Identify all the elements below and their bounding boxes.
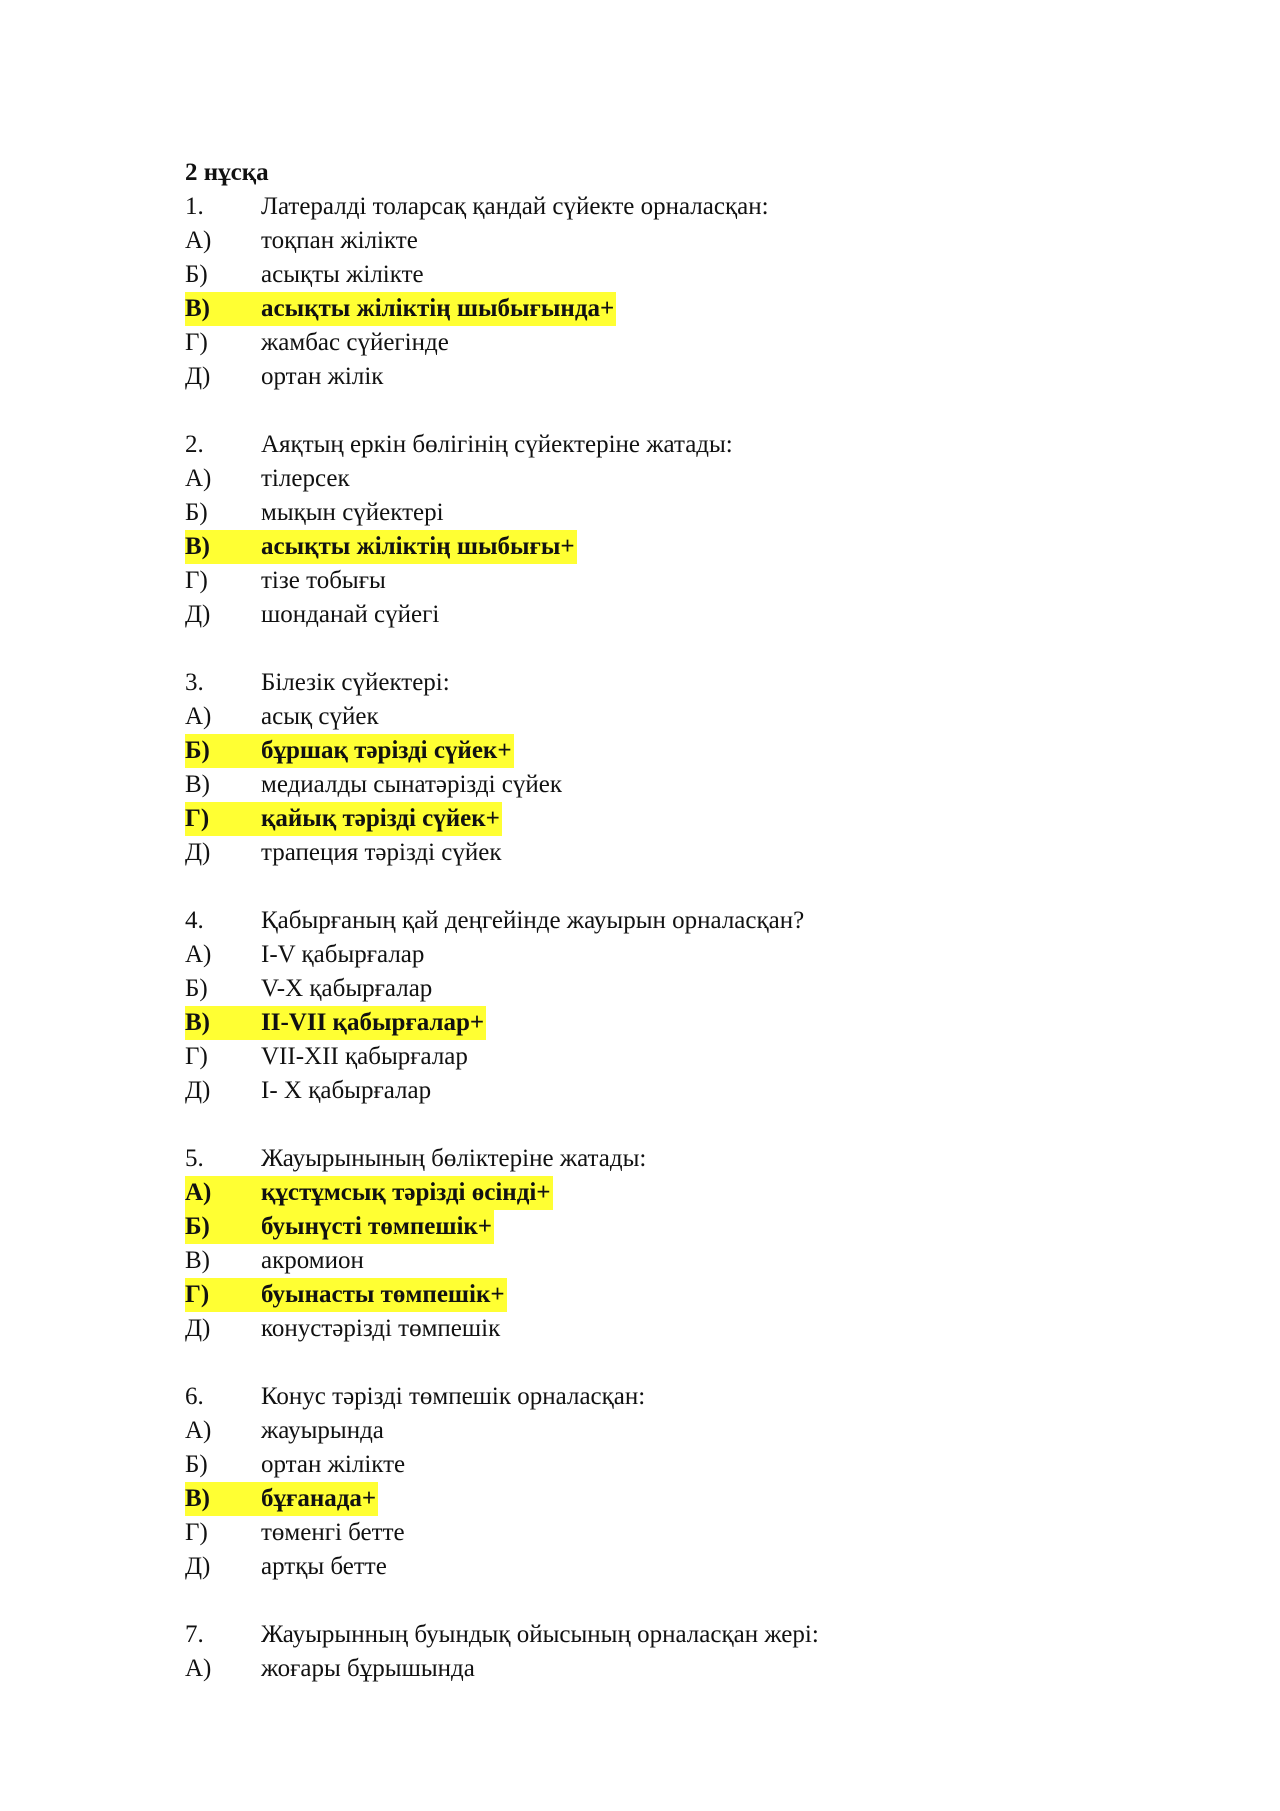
option-text: мықын сүйектері <box>261 499 444 526</box>
correct-answer-highlight <box>185 530 577 564</box>
option-item <box>185 292 1185 326</box>
question-text: Конус тәрізді төмпешік орналасқан: <box>261 1383 646 1410</box>
question-number: 7. <box>185 1621 204 1648</box>
option-label: Б) <box>185 261 208 288</box>
question-number: 2. <box>185 431 204 458</box>
option-item <box>185 564 1185 598</box>
option-text: шонданай сүйегі <box>261 601 440 628</box>
option-item <box>185 1074 1185 1108</box>
option-item <box>185 462 1185 496</box>
option-label: Г) <box>185 567 208 594</box>
option-item <box>185 496 1185 530</box>
option-text: медиалды сынатәрізді сүйек <box>261 771 562 798</box>
option-text: буынасты төмпешік+ <box>261 1281 505 1308</box>
option-item <box>185 1312 1185 1346</box>
question-number: 5. <box>185 1145 204 1172</box>
option-text: ортан жілік <box>261 363 384 390</box>
question-list <box>185 190 1185 1686</box>
option-text: асықты жіліктің шыбығында+ <box>261 295 615 322</box>
option-item <box>185 938 1185 972</box>
question-6 <box>185 1380 1185 1414</box>
option-text: бұғанада+ <box>261 1485 377 1512</box>
question-text: Жауырынның буындық ойысының орналасқан жері: <box>261 1621 819 1648</box>
option-label: Б) <box>185 737 210 764</box>
option-item <box>185 1244 1185 1278</box>
option-label: Д) <box>185 1315 211 1342</box>
option-label: Г) <box>185 1281 210 1308</box>
option-label: В) <box>185 295 210 322</box>
option-text: II-VII қабырғалар+ <box>261 1009 485 1036</box>
option-item <box>185 1040 1185 1074</box>
option-text: I-V қабырғалар <box>261 941 425 968</box>
option-item <box>185 1448 1185 1482</box>
option-item <box>185 802 1185 836</box>
question-2 <box>185 428 1185 462</box>
option-item <box>185 1652 1185 1686</box>
option-label: Б) <box>185 975 208 1002</box>
option-label: А) <box>185 1655 212 1682</box>
option-label: В) <box>185 1247 210 1274</box>
option-item <box>185 700 1185 734</box>
correct-answer-highlight <box>185 1006 486 1040</box>
option-text: тілерсек <box>261 465 350 492</box>
option-item <box>185 258 1185 292</box>
option-text: конустәрізді төмпешік <box>261 1315 501 1342</box>
option-label: В) <box>185 1009 210 1036</box>
option-text: жауырында <box>261 1417 384 1444</box>
option-item <box>185 1210 1185 1244</box>
correct-answer-highlight <box>185 802 502 836</box>
correct-answer-highlight <box>185 1210 494 1244</box>
option-item <box>185 360 1185 394</box>
question-text: Аяқтың еркін бөлігінің сүйектеріне жатады: <box>261 431 733 458</box>
option-text: жамбас сүйегінде <box>261 329 449 356</box>
option-item <box>185 1482 1185 1516</box>
option-label: Б) <box>185 499 208 526</box>
option-item <box>185 1176 1185 1210</box>
option-text: артқы бетте <box>261 1553 387 1580</box>
question-3 <box>185 666 1185 700</box>
option-label: В) <box>185 771 210 798</box>
option-text: акромион <box>261 1247 364 1274</box>
option-text: төменгі бетте <box>261 1519 405 1546</box>
correct-answer-highlight <box>185 1278 507 1312</box>
option-text: жоғары бұрышында <box>261 1655 475 1682</box>
option-item <box>185 768 1185 802</box>
question-number: 1. <box>185 193 204 220</box>
option-label: В) <box>185 533 210 560</box>
option-item <box>185 598 1185 632</box>
option-text: тоқпан жілікте <box>261 227 418 254</box>
question-text: Білезік сүйектері: <box>261 669 450 696</box>
option-label: А) <box>185 227 212 254</box>
option-label: А) <box>185 941 212 968</box>
option-label: Д) <box>185 1553 211 1580</box>
option-text: трапеция тәрізді сүйек <box>261 839 502 866</box>
option-label: Д) <box>185 363 211 390</box>
option-text: ортан жілікте <box>261 1451 406 1478</box>
option-text: асықты жілікте <box>261 261 424 288</box>
option-text: I- X қабырғалар <box>261 1077 432 1104</box>
option-label: Г) <box>185 805 210 832</box>
correct-answer-highlight <box>185 1176 553 1210</box>
option-label: Б) <box>185 1451 208 1478</box>
option-label: Б) <box>185 1213 210 1240</box>
option-text: тізе тобығы <box>261 567 386 594</box>
question-7 <box>185 1618 1185 1652</box>
question-number: 3. <box>185 669 204 696</box>
option-label: А) <box>185 1417 212 1444</box>
question-number: 6. <box>185 1383 204 1410</box>
correct-answer-highlight <box>185 734 514 768</box>
option-text: V-X қабырғалар <box>261 975 433 1002</box>
option-label: В) <box>185 1485 210 1512</box>
document-page <box>185 156 1185 1686</box>
option-text: бұршақ тәрізді сүйек+ <box>261 737 512 764</box>
option-label: А) <box>185 465 212 492</box>
question-text: Қабырғаның қай деңгейінде жауырын орналасқан? <box>261 907 805 934</box>
option-text: құстұмсық тәрізді өсінді+ <box>261 1179 551 1206</box>
option-item <box>185 326 1185 360</box>
question-number: 4. <box>185 907 204 934</box>
option-text: буынүсті төмпешік+ <box>261 1213 493 1240</box>
option-label: Д) <box>185 1077 211 1104</box>
option-item <box>185 1550 1185 1584</box>
option-text: асықты жіліктің шыбығы+ <box>261 533 575 560</box>
option-item <box>185 1006 1185 1040</box>
variant-title: 2 нұсқа <box>185 159 269 186</box>
option-label: Г) <box>185 1043 208 1070</box>
question-text: Жауырынының бөліктеріне жатады: <box>261 1145 647 1172</box>
question-4 <box>185 904 1185 938</box>
question-5 <box>185 1142 1185 1176</box>
question-1 <box>185 190 1185 224</box>
option-item <box>185 224 1185 258</box>
option-item <box>185 1414 1185 1448</box>
correct-answer-highlight <box>185 292 616 326</box>
option-item <box>185 734 1185 768</box>
option-label: Д) <box>185 601 211 628</box>
option-label: Г) <box>185 1519 208 1546</box>
option-item <box>185 1516 1185 1550</box>
option-text: асық сүйек <box>261 703 379 730</box>
correct-answer-highlight <box>185 1482 378 1516</box>
option-label: А) <box>185 703 212 730</box>
option-label: Г) <box>185 329 208 356</box>
option-item <box>185 836 1185 870</box>
option-label: Д) <box>185 839 211 866</box>
option-text: VII-XII қабырғалар <box>261 1043 468 1070</box>
option-text: қайық тәрізді сүйек+ <box>261 805 500 832</box>
option-item <box>185 1278 1185 1312</box>
option-item <box>185 530 1185 564</box>
option-item <box>185 972 1185 1006</box>
option-label: А) <box>185 1179 212 1206</box>
question-text: Латералді толарсақ қандай сүйекте орналасқан: <box>261 193 769 220</box>
